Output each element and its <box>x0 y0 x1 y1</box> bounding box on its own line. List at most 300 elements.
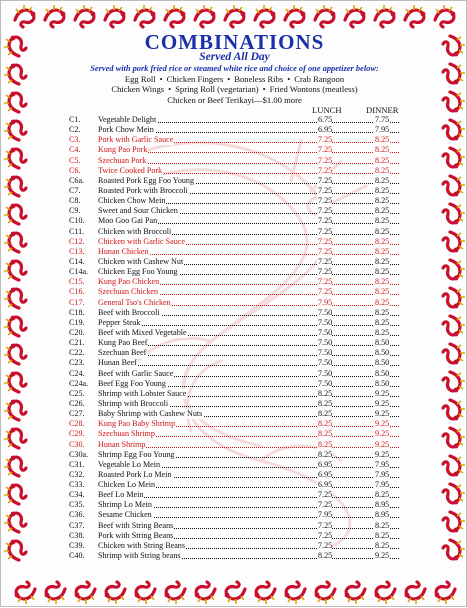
item-name: Shrimp with String beans <box>98 551 181 561</box>
lunch-price: 7.50 <box>318 358 333 368</box>
lunch-price: 6.75 <box>318 115 333 124</box>
menu-item <box>69 399 399 409</box>
lunch-price: 7.25 <box>318 540 333 550</box>
dragon-border-motif <box>443 120 465 140</box>
menu-item <box>69 298 399 308</box>
lunch-column-header: LUNCH <box>312 105 342 115</box>
dragon-border-motif <box>443 484 465 504</box>
dragon-border-motif <box>435 5 455 27</box>
dinner-price: 9.25 <box>375 398 390 408</box>
item-name: Hunan Chicken <box>98 246 149 256</box>
item-name: Shrimp Egg Foo Young <box>98 449 175 459</box>
dinner-price: 7.95 <box>375 469 390 479</box>
item-name: Beef with Garlic Sauce <box>98 368 174 378</box>
item-code: C40. <box>69 551 85 561</box>
dinner-price: 9.25 <box>375 429 390 439</box>
page-title: COMBINATIONS <box>144 30 325 54</box>
dinner-price: 8.25 <box>375 216 390 226</box>
dinner-price: 9.25 <box>375 551 390 561</box>
menu-item <box>69 166 399 176</box>
menu-item <box>69 419 399 429</box>
item-name: Kung Pao Beef <box>98 338 148 348</box>
item-code: C11. <box>69 226 85 236</box>
item-code: C13. <box>69 246 85 256</box>
item-code: C24a. <box>69 378 89 388</box>
intro-text: Served with pork fried rice or steamed white rice and choice of one appetizer below: <box>90 64 379 73</box>
menu-item <box>69 460 399 470</box>
lunch-price: 7.95 <box>318 297 333 307</box>
item-name: Chicken with String Beans <box>98 540 185 550</box>
item-name: Pork Chow Mein <box>98 125 154 135</box>
item-code: C23. <box>69 358 85 368</box>
dragon-border-motif <box>4 400 26 420</box>
menu-item <box>69 338 399 348</box>
item-code: C19. <box>69 317 85 327</box>
dinner-price: 8.25 <box>375 246 390 256</box>
dragon-border-motif <box>443 232 465 252</box>
dragon-border-motif <box>195 5 215 27</box>
dragon-border-motif <box>4 260 26 280</box>
dinner-price: 8.50 <box>375 348 390 358</box>
item-name: Chicken with Garlic Sauce <box>98 236 185 246</box>
dinner-price: 8.95 <box>375 510 390 520</box>
menu-item <box>69 318 399 328</box>
item-code: C5. <box>69 155 81 165</box>
item-name: Beef Lo Mein <box>98 490 144 500</box>
item-name: Szechuan Chicken <box>98 287 159 297</box>
item-code: C27. <box>69 409 85 419</box>
dinner-price: 8.25 <box>375 236 390 246</box>
dinner-price: 8.25 <box>375 206 390 216</box>
dinner-price: 9.25 <box>375 439 390 449</box>
lunch-price: 7.25 <box>318 256 333 266</box>
menu-list <box>69 115 399 561</box>
item-name: Moo Goo Gai Pan <box>98 216 158 226</box>
item-code: C26. <box>69 398 85 408</box>
item-code: C20. <box>69 327 85 337</box>
item-name: Roasted Pork Egg Foo Young <box>98 175 195 185</box>
lunch-price: 7.25 <box>318 267 333 277</box>
item-code: C6. <box>69 165 81 175</box>
lunch-price: 7.25 <box>318 135 333 145</box>
dragon-border-motif <box>4 540 26 560</box>
lunch-price: 7.25 <box>318 277 333 287</box>
item-name: Roasted Pork with Broccoli <box>98 185 188 195</box>
dragon-border-motif <box>443 204 465 224</box>
item-code: C12. <box>69 236 85 246</box>
dragon-border-motif <box>435 582 455 604</box>
bullet: • <box>227 74 231 84</box>
dinner-price: 9.25 <box>375 449 390 459</box>
item-code: C18. <box>69 307 85 317</box>
appetizer-item: Boneless Ribs <box>234 74 284 84</box>
item-code: C22. <box>69 348 85 358</box>
menu-item <box>69 176 399 186</box>
menu-item <box>69 308 399 318</box>
dinner-price: 8.25 <box>375 307 390 317</box>
lunch-price: 6.95 <box>318 125 333 135</box>
item-name: Baby Shrimp with Cashew Nuts <box>98 409 203 419</box>
dinner-price: 7.95 <box>375 125 390 135</box>
menu-item <box>69 237 399 247</box>
menu-item <box>69 480 399 490</box>
menu-item <box>69 216 399 226</box>
appetizer-list-1 <box>1 74 467 84</box>
dinner-price: 9.25 <box>375 409 390 419</box>
lunch-price: 7.25 <box>318 490 333 500</box>
lunch-price: 6.95 <box>318 480 333 490</box>
dinner-price: 9.25 <box>375 419 390 429</box>
dragon-border-motif <box>345 5 365 27</box>
item-code: C4. <box>69 145 81 155</box>
dragon-border-motif <box>15 582 35 604</box>
dragon-border-motif <box>4 120 26 140</box>
dinner-price: 8.25 <box>375 267 390 277</box>
lunch-price: 7.25 <box>318 175 333 185</box>
dragon-border-motif <box>75 5 95 27</box>
menu-item <box>69 257 399 267</box>
item-code: C3. <box>69 135 81 145</box>
dragon-border-motif <box>285 582 305 604</box>
dinner-price: 8.50 <box>375 358 390 368</box>
item-code: C9. <box>69 206 81 216</box>
menu-item <box>69 125 399 135</box>
item-name: Beef with String Beans <box>98 520 174 530</box>
item-code: C25. <box>69 388 85 398</box>
menu-item <box>69 135 399 145</box>
item-name: Shrimp Lo Mein <box>98 500 152 510</box>
lunch-price: 7.25 <box>318 500 333 510</box>
dragon-border-motif <box>4 344 26 364</box>
menu-item <box>69 328 399 338</box>
lunch-price: 8.25 <box>318 429 333 439</box>
menu-item <box>69 206 399 216</box>
item-code: C31. <box>69 459 85 469</box>
item-name: Chicken Egg Foo Young <box>98 267 178 277</box>
lunch-price: 7.25 <box>318 165 333 175</box>
lunch-price: 7.25 <box>318 246 333 256</box>
dragon-border-motif <box>315 5 335 27</box>
lunch-price: 7.25 <box>318 236 333 246</box>
dinner-price: 8.25 <box>375 135 390 145</box>
item-code: C29. <box>69 429 85 439</box>
bullet: • <box>287 74 291 84</box>
dot-leader <box>98 365 399 366</box>
item-code: C33. <box>69 480 85 490</box>
item-name: Twice Cooked Pork <box>98 165 163 175</box>
item-code: C36. <box>69 510 85 520</box>
appetizer-item: Spring Roll (vegetarian) <box>175 84 259 94</box>
dragon-border-motif <box>75 582 95 604</box>
item-code: C38. <box>69 530 85 540</box>
dinner-price: 8.25 <box>375 196 390 206</box>
lunch-price: 7.25 <box>318 530 333 540</box>
dinner-price: 8.25 <box>375 530 390 540</box>
appetizer-item: Crab Rangoon <box>294 74 345 84</box>
menu-item <box>69 196 399 206</box>
dragon-border-motif <box>165 582 185 604</box>
dragon-border-motif <box>195 582 215 604</box>
appetizer-upgrade: Chicken or Beef Terikayi—$1.00 more <box>167 95 302 105</box>
dinner-price: 8.25 <box>375 277 390 287</box>
item-code: C6a. <box>69 175 85 185</box>
dragon-border-motif <box>4 316 26 336</box>
menu-item <box>69 389 399 399</box>
menu-item <box>69 541 399 551</box>
dragon-border-motif <box>4 232 26 252</box>
item-name: General Tso's Chicken <box>98 297 171 307</box>
lunch-price: 6.95 <box>318 469 333 479</box>
dragon-border-motif <box>165 5 185 27</box>
item-code: C17. <box>69 297 85 307</box>
appetizer-item: Chicken Wings <box>111 84 165 94</box>
item-code: C34. <box>69 490 85 500</box>
menu-item <box>69 409 399 419</box>
item-name: Kung Pao Chicken <box>98 277 160 287</box>
dragon-border-motif <box>15 5 35 27</box>
lunch-price: 7.50 <box>318 327 333 337</box>
lunch-price: 6.95 <box>318 459 333 469</box>
menu-item <box>69 156 399 166</box>
dragon-border-motif <box>443 316 465 336</box>
dot-leader <box>98 325 399 326</box>
lunch-price: 7.50 <box>318 368 333 378</box>
item-name: Szechuan Shrimp <box>98 429 155 439</box>
menu-item <box>69 358 399 368</box>
menu-item <box>69 500 399 510</box>
lunch-price: 8.25 <box>318 551 333 561</box>
dragon-border-motif <box>135 5 155 27</box>
item-name: Chicken with Broccoli <box>98 226 172 236</box>
menu-item <box>69 490 399 500</box>
item-name: Chicken with Cashew Nut <box>98 256 184 266</box>
appetizer-item: Egg Roll <box>124 74 156 84</box>
item-name: Kung Pao Pork <box>98 145 148 155</box>
menu-item <box>69 450 399 460</box>
item-name: Roasted Pork Lo Mein <box>98 469 172 479</box>
item-name: Beef with Mixed Vegetable <box>98 327 187 337</box>
lunch-price: 7.25 <box>318 216 333 226</box>
dragon-border-motif <box>105 5 125 27</box>
dinner-price: 8.25 <box>375 520 390 530</box>
item-code: C35. <box>69 500 85 510</box>
dragon-border-motif <box>135 582 155 604</box>
lunch-price: 7.50 <box>318 307 333 317</box>
item-code: C39. <box>69 540 85 550</box>
subtitle: Served All Day <box>199 51 270 63</box>
dragon-border-motif <box>4 204 26 224</box>
item-code: C30a. <box>69 449 89 459</box>
item-code: C14a. <box>69 267 89 277</box>
bullet: • <box>168 84 172 94</box>
item-name: Shrimp with Lobster Sauce <box>98 388 187 398</box>
dragon-border-motif <box>4 372 26 392</box>
dinner-price: 8.25 <box>375 327 390 337</box>
dinner-price: 8.25 <box>375 155 390 165</box>
dinner-price: 8.25 <box>375 175 390 185</box>
item-code: C2. <box>69 125 81 135</box>
dragon-border-motif <box>4 148 26 168</box>
menu-item <box>69 277 399 287</box>
appetizer-item: Fried Wontons (meatless) <box>269 84 358 94</box>
bullet: • <box>159 74 163 84</box>
lunch-price: 7.25 <box>318 287 333 297</box>
menu-item <box>69 348 399 358</box>
lunch-price: 8.25 <box>318 398 333 408</box>
dinner-price: 8.25 <box>375 490 390 500</box>
lunch-price: 7.95 <box>318 510 333 520</box>
menu-item <box>69 145 399 155</box>
item-name: Kung Pao Baby Shrimp <box>98 419 176 429</box>
item-code: C37. <box>69 520 85 530</box>
menu-item <box>69 247 399 257</box>
dragon-border-motif <box>105 582 125 604</box>
item-code: C1. <box>69 115 81 124</box>
dragon-border-motif <box>315 582 335 604</box>
dinner-price: 7.95 <box>375 459 390 469</box>
menu-item <box>69 369 399 379</box>
item-code: C14. <box>69 256 85 266</box>
item-code: C8. <box>69 196 81 206</box>
lunch-price: 8.25 <box>318 449 333 459</box>
dragon-border-motif <box>443 372 465 392</box>
lunch-price: 8.25 <box>318 439 333 449</box>
dinner-price: 7.95 <box>375 480 390 490</box>
menu-item <box>69 429 399 439</box>
item-code: C24. <box>69 368 85 378</box>
dragon-border-motif <box>225 5 245 27</box>
dinner-price: 8.25 <box>375 226 390 236</box>
dragon-border-motif <box>345 582 365 604</box>
dragon-border-motif <box>375 5 395 27</box>
lunch-price: 7.25 <box>318 196 333 206</box>
dinner-price: 8.50 <box>375 378 390 388</box>
lunch-price: 7.50 <box>318 378 333 388</box>
menu-item <box>69 267 399 277</box>
menu-item <box>69 440 399 450</box>
dinner-price: 8.25 <box>375 297 390 307</box>
menu-item <box>69 186 399 196</box>
item-code: C15. <box>69 277 85 287</box>
item-name: Szechuan Pork <box>98 155 147 165</box>
item-name: Sweet and Sour Chicken <box>98 206 178 216</box>
item-name: Hunan Beef <box>98 358 137 368</box>
dragon-border-motif <box>405 5 425 27</box>
lunch-price: 7.50 <box>318 317 333 327</box>
dinner-price: 9.25 <box>375 388 390 398</box>
item-code: C32. <box>69 469 85 479</box>
appetizer-list-2 <box>1 84 467 94</box>
dragon-border-motif <box>443 288 465 308</box>
dragon-border-motif <box>255 5 275 27</box>
item-name: Pork with Garlic Sauce <box>98 135 174 145</box>
dragon-border-motif <box>225 582 245 604</box>
dragon-border-motif <box>4 288 26 308</box>
dragon-border-motif <box>375 582 395 604</box>
dinner-price: 8.25 <box>375 317 390 327</box>
dragon-border-motif <box>443 540 465 560</box>
dragon-border-motif <box>443 512 465 532</box>
dinner-column-header: DINNER <box>366 105 399 115</box>
dragon-border-motif <box>443 260 465 280</box>
menu-item <box>69 551 399 561</box>
dragon-border-motif <box>405 582 425 604</box>
dragon-border-motif <box>4 428 26 448</box>
dinner-price: 8.95 <box>375 500 390 510</box>
dinner-price: 8.25 <box>375 185 390 195</box>
item-code: C30. <box>69 439 85 449</box>
menu-item <box>69 115 399 125</box>
item-name: Shrimp with Broccoli <box>98 398 169 408</box>
item-code: C16. <box>69 287 85 297</box>
dinner-price: 8.25 <box>375 256 390 266</box>
item-code: C28. <box>69 419 85 429</box>
item-name: Beef Egg Foo Young <box>98 378 166 388</box>
lunch-price: 7.25 <box>318 520 333 530</box>
dragon-border-motif <box>255 582 275 604</box>
lunch-price: 7.25 <box>318 226 333 236</box>
dragon-border-motif <box>4 512 26 532</box>
dinner-price: 8.50 <box>375 338 390 348</box>
dragon-border-motif <box>443 400 465 420</box>
menu-item <box>69 531 399 541</box>
lunch-price: 8.25 <box>318 388 333 398</box>
lunch-price: 7.25 <box>318 185 333 195</box>
item-code: C10. <box>69 216 85 226</box>
item-name: Pork with String Beans <box>98 530 174 540</box>
item-name: Beef with Broccoli <box>98 307 160 317</box>
appetizer-item: Chicken Fingers <box>166 74 224 84</box>
item-name: Pepper Steak <box>98 317 141 327</box>
dragon-border-motif <box>443 344 465 364</box>
item-name: Vegetable Lo Mein <box>98 459 161 469</box>
lunch-price: 7.25 <box>318 155 333 165</box>
item-name: Vegetable Delight <box>98 115 157 124</box>
dragon-border-motif <box>45 5 65 27</box>
item-name: Hunan Shrimp <box>98 439 146 449</box>
item-code: C21. <box>69 338 85 348</box>
menu-item <box>69 379 399 389</box>
dragon-border-motif <box>443 176 465 196</box>
menu-item <box>69 227 399 237</box>
item-name: Chicken Chow Mein <box>98 196 166 206</box>
lunch-price: 7.50 <box>318 348 333 358</box>
menu-item <box>69 521 399 531</box>
lunch-price: 7.25 <box>318 145 333 155</box>
dinner-price: 8.50 <box>375 368 390 378</box>
dinner-price: 8.25 <box>375 287 390 297</box>
menu-item <box>69 470 399 480</box>
dragon-border-motif <box>4 176 26 196</box>
item-name: Chicken Lo Mein <box>98 480 156 490</box>
dinner-price: 8.25 <box>375 540 390 550</box>
dragon-border-motif <box>4 484 26 504</box>
lunch-price: 7.25 <box>318 206 333 216</box>
dragon-border-motif <box>285 5 305 27</box>
lunch-price: 8.25 <box>318 419 333 429</box>
dinner-price: 8.25 <box>375 165 390 175</box>
dinner-price: 8.25 <box>375 145 390 155</box>
item-code: C7. <box>69 185 81 195</box>
dinner-price: 7.75 <box>375 115 390 124</box>
dragon-border-motif <box>45 582 65 604</box>
lunch-price: 7.50 <box>318 338 333 348</box>
lunch-price: 8.25 <box>318 409 333 419</box>
dragon-border-motif <box>443 428 465 448</box>
bullet: • <box>262 84 266 94</box>
dragon-border-motif <box>443 148 465 168</box>
item-name: Sesame Chicken <box>98 510 152 520</box>
